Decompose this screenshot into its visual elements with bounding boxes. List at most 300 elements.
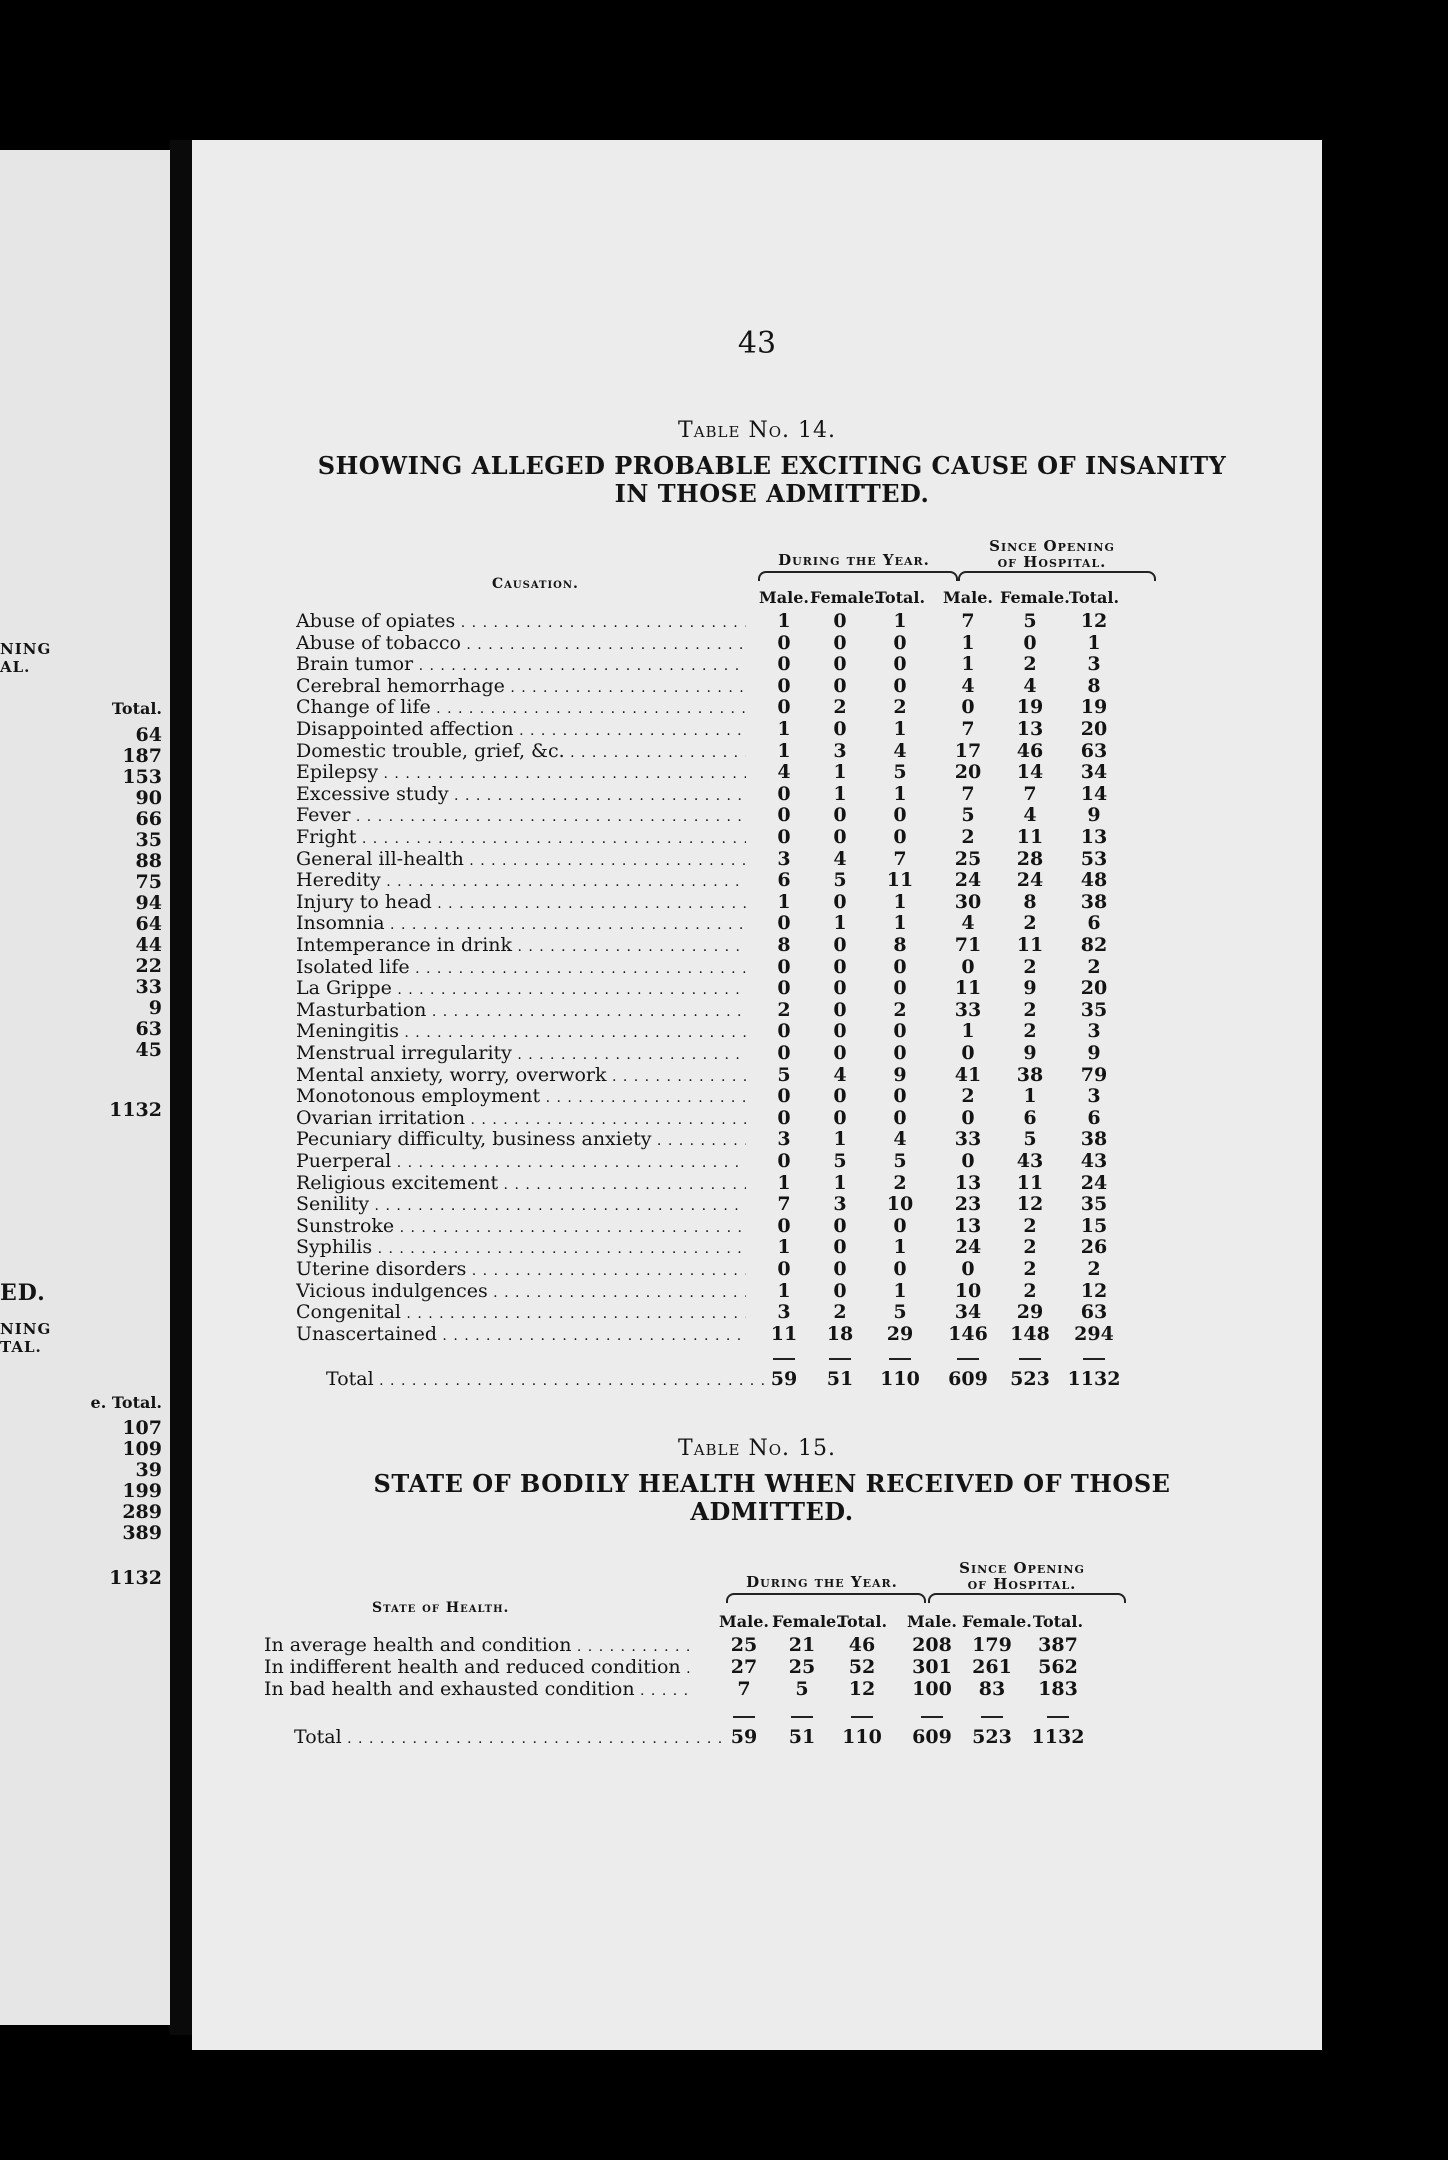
cell-value: 3 xyxy=(777,1301,791,1324)
cell-value: 1 xyxy=(893,912,907,935)
cell-value: 1 xyxy=(777,739,791,762)
cell-value: 2 xyxy=(1023,998,1037,1021)
facing-value: 153 xyxy=(122,766,162,788)
cell-value: 261 xyxy=(972,1656,1012,1678)
facing-col-header: Total. xyxy=(111,699,162,718)
total-rule xyxy=(921,1716,943,1718)
cell-value: 0 xyxy=(833,1085,847,1108)
table-row xyxy=(192,610,1322,632)
cell-value: 0 xyxy=(833,653,847,676)
total-label: Total . . . xyxy=(264,1726,722,1750)
cell-value: 6 xyxy=(1023,1106,1037,1129)
table-row xyxy=(192,1020,1322,1042)
cell-value: 0 xyxy=(833,977,847,1000)
row-label: Fright . . . xyxy=(296,826,746,850)
cell-value: 15 xyxy=(1080,1214,1108,1237)
cell-value: 0 xyxy=(893,804,907,827)
table-row xyxy=(192,696,1322,718)
cell-value: 23 xyxy=(954,1193,982,1216)
cell-value: 48 xyxy=(1080,869,1108,892)
total-value: 110 xyxy=(880,1368,920,1391)
total-value: 609 xyxy=(948,1368,988,1391)
cell-value: 18 xyxy=(826,1322,854,1345)
table-row xyxy=(192,1280,1322,1302)
total-value: 59 xyxy=(770,1368,798,1391)
table14-label: Table No. 14. xyxy=(678,418,836,443)
cell-value: 5 xyxy=(893,1150,907,1172)
cell-value: 1 xyxy=(893,1236,907,1259)
cell-value: 26 xyxy=(1080,1236,1108,1259)
cell-value: 5 xyxy=(777,1063,791,1086)
cell-value: 0 xyxy=(777,696,791,719)
cell-value: 43 xyxy=(1016,1150,1044,1172)
facing-value: 187 xyxy=(122,745,162,767)
cell-value: 0 xyxy=(833,1214,847,1237)
cell-value: 4 xyxy=(833,1063,847,1086)
cell-value: 0 xyxy=(777,1214,791,1237)
table15-title xyxy=(292,1470,1252,1526)
cell-value: 2 xyxy=(1023,1214,1037,1237)
cell-value: 0 xyxy=(777,955,791,978)
cell-value: 0 xyxy=(833,998,847,1021)
table14-brace-year xyxy=(758,571,958,581)
total-rule xyxy=(981,1716,1003,1718)
cell-value: 0 xyxy=(777,674,791,697)
cell-value: 11 xyxy=(954,977,982,1000)
cell-value: 43 xyxy=(1080,1150,1108,1172)
total-rule xyxy=(791,1716,813,1718)
cell-value: 2 xyxy=(1087,955,1101,978)
cell-value: 0 xyxy=(833,1279,847,1302)
column-header: Total. xyxy=(874,588,926,607)
cell-value: 0 xyxy=(777,826,791,848)
facing-page xyxy=(0,150,170,2025)
cell-value: 0 xyxy=(833,674,847,697)
table14-title xyxy=(292,452,1252,508)
table-row xyxy=(192,1085,1322,1107)
cell-value: 0 xyxy=(833,1020,847,1043)
row-label: Disappointed affection . . . xyxy=(296,718,746,742)
cell-value: 5 xyxy=(961,804,975,827)
facing-value: 64 xyxy=(135,724,162,746)
row-label: Pecuniary difficulty, business anxiety . . . xyxy=(296,1128,746,1152)
cell-value: 0 xyxy=(833,1258,847,1280)
table15-group-year: During the Year. xyxy=(746,1573,898,1591)
table-row xyxy=(192,999,1322,1021)
total-value: 1132 xyxy=(1031,1726,1085,1748)
row-label: Intemperance in drink . . . xyxy=(296,934,746,958)
cell-value: 38 xyxy=(1016,1063,1044,1086)
row-label: Epilepsy . . . xyxy=(296,761,746,785)
cell-value: 5 xyxy=(1023,1128,1037,1151)
row-label: Sunstroke . . . xyxy=(296,1215,746,1239)
cell-value: 0 xyxy=(777,804,791,827)
cell-value: 11 xyxy=(1016,1171,1044,1194)
cell-value: 29 xyxy=(886,1322,914,1345)
cell-value: 0 xyxy=(777,1020,791,1043)
cell-value: 0 xyxy=(777,1150,791,1172)
table-row xyxy=(192,1236,1322,1258)
cell-value: 0 xyxy=(893,1042,907,1064)
facing-value: 45 xyxy=(135,1039,162,1061)
cell-value: 100 xyxy=(912,1678,952,1700)
table15-group-opening-line1: Since Opening xyxy=(959,1559,1085,1577)
cell-value: 0 xyxy=(893,653,907,676)
table-row xyxy=(192,891,1322,913)
cell-value: 8 xyxy=(1023,890,1037,913)
cell-value: 148 xyxy=(1010,1322,1050,1345)
cell-value: 294 xyxy=(1074,1322,1114,1345)
cell-value: 1 xyxy=(777,1236,791,1259)
cell-value: 0 xyxy=(893,1258,907,1280)
total-rule xyxy=(1019,1358,1041,1360)
cell-value: 562 xyxy=(1038,1656,1078,1678)
facing-value: 199 xyxy=(122,1480,162,1502)
cell-value: 0 xyxy=(777,631,791,654)
row-label: Abuse of tobacco . . . xyxy=(296,632,746,656)
table-row xyxy=(192,740,1322,762)
cell-value: 24 xyxy=(1080,1171,1108,1194)
cell-value: 11 xyxy=(1016,826,1044,848)
cell-value: 29 xyxy=(1016,1301,1044,1324)
cell-value: 7 xyxy=(961,782,975,805)
cell-value: 41 xyxy=(954,1063,982,1086)
cell-value: 10 xyxy=(886,1193,914,1216)
cell-value: 25 xyxy=(954,847,982,870)
cell-value: 0 xyxy=(833,610,847,632)
row-label: Isolated life . . . xyxy=(296,956,746,980)
cell-value: 63 xyxy=(1080,739,1108,762)
cell-value: 0 xyxy=(777,1085,791,1108)
cell-value: 83 xyxy=(978,1678,1006,1700)
row-label: Insomnia . . . xyxy=(296,912,746,936)
row-label: Uterine disorders . . . xyxy=(296,1258,746,1282)
cell-value: 1 xyxy=(1023,1085,1037,1108)
total-value: 609 xyxy=(912,1726,952,1748)
cell-value: 34 xyxy=(954,1301,982,1324)
table-row xyxy=(192,1042,1322,1064)
cell-value: 3 xyxy=(1087,1020,1101,1043)
facing-column-values xyxy=(122,725,162,1061)
total-value: 59 xyxy=(730,1726,758,1748)
cell-value: 6 xyxy=(1087,1106,1101,1129)
facing-value: 88 xyxy=(135,850,162,872)
table-row xyxy=(192,1258,1322,1280)
facing-ed: ED. xyxy=(0,1280,46,1306)
row-label: Domestic trouble, grief, &c. . . . xyxy=(296,740,746,764)
row-label: Change of life . . . xyxy=(296,696,746,720)
total-rule xyxy=(1083,1358,1105,1360)
cell-value: 387 xyxy=(1038,1634,1078,1656)
cell-value: 2 xyxy=(777,998,791,1021)
cell-value: 8 xyxy=(1087,674,1101,697)
cell-value: 8 xyxy=(777,934,791,956)
cell-value: 179 xyxy=(972,1634,1012,1656)
facing-value: 35 xyxy=(135,829,162,851)
table-row xyxy=(192,1193,1322,1215)
cell-value: 0 xyxy=(833,718,847,740)
cell-value: 0 xyxy=(893,1085,907,1108)
table-row xyxy=(192,1634,1322,1656)
facing-value: 22 xyxy=(135,955,162,977)
cell-value: 301 xyxy=(912,1656,952,1678)
cell-value: 79 xyxy=(1080,1063,1108,1086)
cell-value: 9 xyxy=(1087,804,1101,827)
row-label: Cerebral hemorrhage . . . xyxy=(296,675,746,699)
total-rule xyxy=(851,1716,873,1718)
column-header: Male. xyxy=(759,588,809,607)
row-label: Congenital . . . xyxy=(296,1301,746,1325)
facing-value: 90 xyxy=(135,787,162,809)
cell-value: 2 xyxy=(1023,1020,1037,1043)
cell-value: 12 xyxy=(1080,1279,1108,1302)
row-label: Mental anxiety, worry, overwork . . . xyxy=(296,1064,746,1088)
cell-value: 13 xyxy=(1016,718,1044,740)
table15-group-opening xyxy=(922,1560,1122,1592)
cell-value: 17 xyxy=(954,739,982,762)
row-label: In indifferent health and reduced condition . . . xyxy=(264,1656,692,1680)
cell-value: 10 xyxy=(954,1279,982,1302)
row-label: Abuse of opiates . . . xyxy=(296,610,746,634)
cell-value: 1 xyxy=(833,1171,847,1194)
cell-value: 208 xyxy=(912,1634,952,1656)
total-value: 523 xyxy=(1010,1368,1050,1391)
cell-value: 71 xyxy=(954,934,982,956)
facing-head2-b: TAL. xyxy=(0,1338,42,1356)
total-value: 110 xyxy=(842,1726,882,1748)
table-row xyxy=(192,653,1322,675)
cell-value: 2 xyxy=(833,696,847,719)
cell-value: 1 xyxy=(893,890,907,913)
cell-value: 27 xyxy=(730,1656,758,1678)
table-row xyxy=(192,1128,1322,1150)
total-label: Total . . . xyxy=(296,1368,776,1392)
cell-value: 0 xyxy=(777,782,791,805)
cell-value: 0 xyxy=(893,631,907,654)
column-header: Female. xyxy=(810,588,880,607)
table15-brace-opening xyxy=(928,1593,1126,1603)
cell-value: 5 xyxy=(893,1301,907,1324)
cell-value: 9 xyxy=(1087,1042,1101,1064)
cell-value: 2 xyxy=(893,1171,907,1194)
cell-value: 4 xyxy=(961,912,975,935)
facing-column-total: 1132 xyxy=(109,1099,162,1121)
cell-value: 4 xyxy=(777,761,791,784)
cell-value: 13 xyxy=(954,1214,982,1237)
cell-value: 1 xyxy=(777,718,791,740)
cell-value: 1 xyxy=(961,631,975,654)
cell-value: 1 xyxy=(777,1171,791,1194)
cell-value: 0 xyxy=(833,1106,847,1129)
cell-value: 2 xyxy=(893,998,907,1021)
cell-value: 2 xyxy=(961,1085,975,1108)
cell-value: 52 xyxy=(848,1656,876,1678)
total-value: 523 xyxy=(972,1726,1012,1748)
cell-value: 11 xyxy=(770,1322,798,1345)
table-row xyxy=(192,1215,1322,1237)
facing-column2-values xyxy=(122,1418,162,1544)
row-label: Monotonous employment . . . xyxy=(296,1085,746,1109)
cell-value: 1 xyxy=(777,1279,791,1302)
cell-value: 1 xyxy=(961,1020,975,1043)
book-gutter xyxy=(170,140,192,2035)
table-row xyxy=(192,956,1322,978)
row-label: Injury to head . . . xyxy=(296,891,746,915)
facing-value: 109 xyxy=(122,1438,162,1460)
facing-value: 75 xyxy=(135,871,162,893)
table-row xyxy=(192,783,1322,805)
cell-value: 3 xyxy=(777,1128,791,1151)
cell-value: 0 xyxy=(777,653,791,676)
row-label: General ill-health . . . xyxy=(296,848,746,872)
facing-head2-a: NING xyxy=(0,1320,52,1338)
cell-value: 2 xyxy=(1023,1279,1037,1302)
cell-value: 0 xyxy=(893,674,907,697)
table14-group-opening xyxy=(952,538,1152,570)
cell-value: 183 xyxy=(1038,1678,1078,1700)
cell-value: 1 xyxy=(893,610,907,632)
table15-title-line2: ADMITTED. xyxy=(690,1497,854,1526)
row-label: Religious excitement . . . xyxy=(296,1172,746,1196)
table14-title-line1: SHOWING ALLEGED PROBABLE EXCITING CAUSE OF INSANITY xyxy=(317,451,1227,480)
cell-value: 6 xyxy=(777,869,791,892)
cell-value: 5 xyxy=(893,761,907,784)
cell-value: 0 xyxy=(833,955,847,978)
cell-value: 14 xyxy=(1080,782,1108,805)
cell-value: 7 xyxy=(961,718,975,740)
cell-value: 0 xyxy=(893,1214,907,1237)
table-row xyxy=(192,1323,1322,1345)
table14-causation-header: Causation. xyxy=(492,576,579,592)
facing-value: 107 xyxy=(122,1417,162,1439)
cell-value: 0 xyxy=(833,890,847,913)
total-value: 51 xyxy=(826,1368,854,1391)
column-header: Total. xyxy=(1068,588,1120,607)
cell-value: 0 xyxy=(777,1106,791,1129)
cell-value: 9 xyxy=(1023,1042,1037,1064)
cell-value: 3 xyxy=(1087,653,1101,676)
facing-value: 9 xyxy=(148,997,162,1019)
table-row xyxy=(192,848,1322,870)
cell-value: 25 xyxy=(730,1634,758,1656)
cell-value: 0 xyxy=(961,1106,975,1129)
cell-value: 4 xyxy=(961,674,975,697)
cell-value: 1 xyxy=(777,610,791,632)
row-label: Ovarian irritation . . . xyxy=(296,1107,746,1131)
cell-value: 30 xyxy=(954,890,982,913)
row-label: Vicious indulgences . . . xyxy=(296,1280,746,1304)
cell-value: 13 xyxy=(954,1171,982,1194)
table15-label: Table No. 15. xyxy=(678,1436,836,1461)
table14-group-opening-line2: of Hospital. xyxy=(997,553,1107,571)
cell-value: 33 xyxy=(954,1128,982,1151)
table-row xyxy=(192,1064,1322,1086)
cell-value: 0 xyxy=(833,934,847,956)
cell-value: 24 xyxy=(1016,869,1044,892)
column-header: Male. xyxy=(907,1612,957,1631)
cell-value: 0 xyxy=(893,826,907,848)
cell-value: 1 xyxy=(833,912,847,935)
column-header: Total. xyxy=(836,1612,888,1631)
table15-group-opening-line2: of Hospital. xyxy=(967,1575,1077,1593)
cell-value: 33 xyxy=(954,998,982,1021)
cell-value: 14 xyxy=(1016,761,1044,784)
cell-value: 0 xyxy=(961,955,975,978)
table15-brace-year xyxy=(726,1593,926,1603)
cell-value: 2 xyxy=(1023,1236,1037,1259)
cell-value: 0 xyxy=(777,912,791,935)
row-label: In average health and condition . . . xyxy=(264,1634,692,1658)
cell-value: 20 xyxy=(954,761,982,784)
cell-value: 46 xyxy=(1016,739,1044,762)
table14-group-opening-line1: Since Opening xyxy=(989,537,1115,555)
cell-value: 24 xyxy=(954,869,982,892)
cell-value: 2 xyxy=(1023,955,1037,978)
facing-value: 64 xyxy=(135,913,162,935)
table-row xyxy=(192,826,1322,848)
cell-value: 63 xyxy=(1080,1301,1108,1324)
cell-value: 0 xyxy=(833,826,847,848)
table15-state-header: State of Health. xyxy=(372,1600,510,1616)
cell-value: 2 xyxy=(1087,1258,1101,1280)
cell-value: 3 xyxy=(1087,1085,1101,1108)
cell-value: 9 xyxy=(893,1063,907,1086)
facing-value: 289 xyxy=(122,1501,162,1523)
cell-value: 0 xyxy=(961,696,975,719)
cell-value: 0 xyxy=(777,977,791,1000)
cell-value: 46 xyxy=(848,1634,876,1656)
cell-value: 4 xyxy=(1023,674,1037,697)
cell-value: 21 xyxy=(788,1634,816,1656)
table15-title-line1: STATE OF BODILY HEALTH WHEN RECEIVED OF THOSE xyxy=(373,1469,1171,1498)
cell-value: 20 xyxy=(1080,718,1108,740)
cell-value: 1 xyxy=(833,1128,847,1151)
row-label: Syphilis . . . xyxy=(296,1236,746,1260)
cell-value: 146 xyxy=(948,1322,988,1345)
table-row xyxy=(192,1678,1322,1700)
facing-col2-header: e. Total. xyxy=(90,1393,162,1412)
cell-value: 3 xyxy=(777,847,791,870)
row-label: Senility . . . xyxy=(296,1193,746,1217)
total-rule xyxy=(957,1358,979,1360)
total-rule xyxy=(773,1358,795,1360)
cell-value: 5 xyxy=(795,1678,809,1700)
facing-value: 44 xyxy=(135,934,162,956)
facing-value: 94 xyxy=(135,892,162,914)
table14-brace-opening xyxy=(958,571,1156,581)
total-value: 1132 xyxy=(1067,1368,1121,1391)
cell-value: 4 xyxy=(893,1128,907,1151)
table-row xyxy=(192,675,1322,697)
cell-value: 1 xyxy=(777,890,791,913)
cell-value: 1 xyxy=(1087,631,1101,654)
facing-value: 66 xyxy=(135,808,162,830)
cell-value: 0 xyxy=(893,977,907,1000)
table-row xyxy=(192,912,1322,934)
cell-value: 2 xyxy=(833,1301,847,1324)
facing-value: 39 xyxy=(135,1459,162,1481)
cell-value: 12 xyxy=(848,1678,876,1700)
cell-value: 35 xyxy=(1080,1193,1108,1216)
cell-value: 0 xyxy=(833,1236,847,1259)
cell-value: 28 xyxy=(1016,847,1044,870)
table-row xyxy=(192,977,1322,999)
cell-value: 4 xyxy=(833,847,847,870)
cell-value: 5 xyxy=(833,1150,847,1172)
cell-value: 7 xyxy=(961,610,975,632)
cell-value: 2 xyxy=(893,696,907,719)
row-label: In bad health and exhausted condition . . . xyxy=(264,1678,692,1702)
